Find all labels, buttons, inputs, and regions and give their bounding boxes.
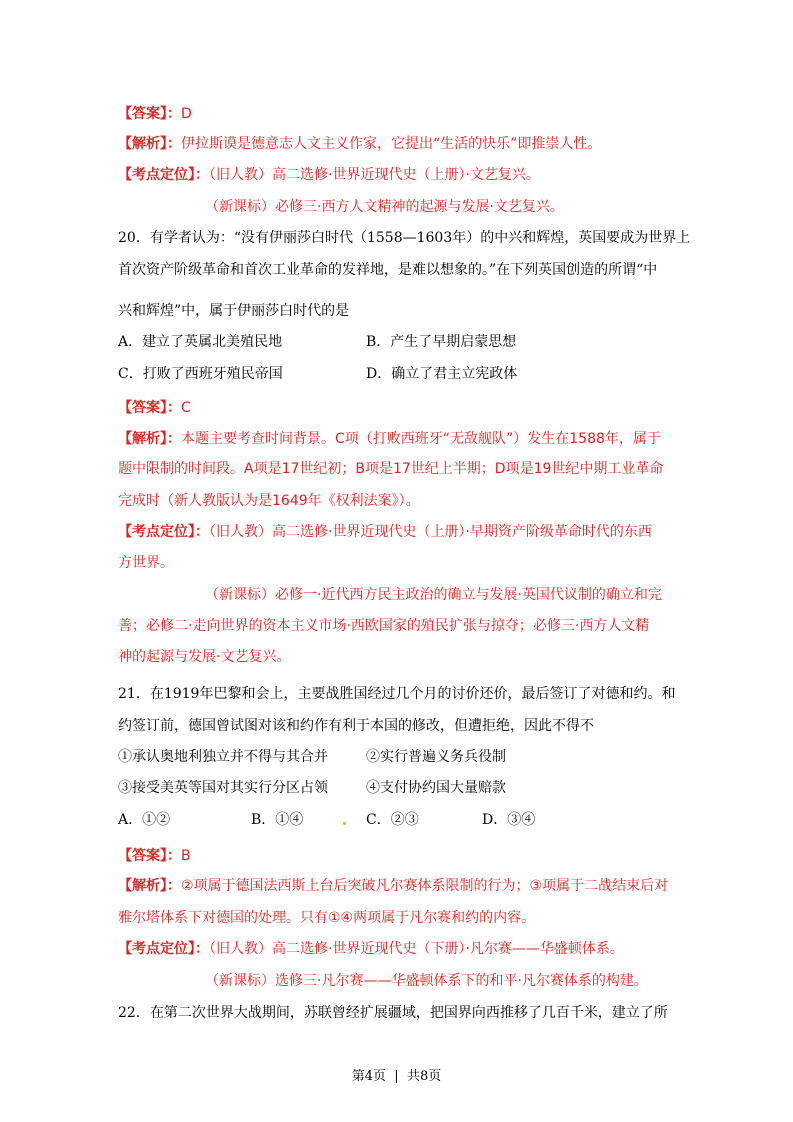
answer-tag: 【答案】： [118,400,181,416]
q20-option-c: C．打败了西班牙殖民帝国 [118,366,283,382]
q20-knowledge-new-line1: （新课标）必修一·近代西方民主政治的确立与发展·英国代议制的确立和完 [205,587,662,603]
q20-analysis-line3: 完成时（新人教版认为是1649年《权利法案》）。 [118,493,420,509]
q20-option-a: A．建立了英属北美殖民地 [118,334,283,350]
analysis-text: 伊拉斯谟是德意志人文主义作家，它提出“生活的快乐”即推崇人性。 [181,136,602,152]
q19-answer [118,104,192,124]
answer-tag: 【答案】： [118,106,181,122]
q21-item-1: ①承认奥地利独立并不得与其合并 [118,749,328,765]
knowledge-tag: 【考点定位】： [118,524,209,540]
q21-option-a: A．①② [118,812,171,828]
q21-stem-line2: 约签订前，德国曾试图对该和约作有利于本国的修改，但遭拒绝，因此不得不 [118,718,594,734]
q21-analysis-line1 [118,876,668,896]
q20-answer [118,398,191,418]
knowledge-text-old: （旧人教）高二选修·世界近现代史（下册）·凡尔赛——华盛顿体系。 [209,941,624,957]
page-footer: 第4页 | 共8页 [351,1069,442,1084]
q22-stem-line1: 22．在第二次世界大战期间，苏联曾经扩展疆域，把国界向西推移了几百千米，建立了所 [118,1005,668,1021]
q20-knowledge-new-line3: 神的起源与发展·文艺复兴。 [118,649,291,665]
q19-knowledge-old [118,165,540,185]
q21-knowledge-new: （新课标）选修三·凡尔赛——华盛顿体系下的和平·凡尔赛体系的构建。 [205,973,648,989]
knowledge-text-old: （旧人教）高二选修·世界近现代史（上册）·文艺复兴。 [209,167,540,183]
analysis-tag: 【解析】： [118,136,181,152]
answer-tag: 【答案】： [118,848,181,864]
q21-analysis-line2: 雅尔塔体系下对德国的处理。只有①④两项属于凡尔赛和约的内容。 [118,910,536,926]
q21-item-4: ④支付协约国大量赔款 [366,780,506,796]
q21-option-c: C．②③ [366,812,419,828]
q21-option-d: D．③④ [482,812,536,828]
knowledge-text-old: （旧人教）高二选修·世界近现代史（上册）·早期资产阶级革命时代的东西 [209,524,652,540]
analysis-text: ②项属于德国法西斯上台后突破凡尔赛体系限制的行为；③项属于二战结束后对 [181,878,669,894]
q21-stem-line1: 21．在1919年巴黎和会上，主要战胜国经过几个月的讨价还价，最后签订了对德和约。和 [118,686,676,702]
q21-knowledge-old [118,939,624,959]
q20-option-b: B．产生了早期启蒙思想 [366,334,517,350]
q20-knowledge-old-line1 [118,522,652,542]
knowledge-tag: 【考点定位】： [118,167,209,183]
q21-item-2: ②实行普遍义务兵役制 [366,749,506,765]
analysis-tag: 【解析】： [118,431,181,447]
q20-analysis-line1 [118,429,661,449]
q21-answer [118,846,191,866]
knowledge-tag: 【考点定位】： [118,941,209,957]
q20-analysis-line2: 题中限制的时间段。A项是17世纪初；B项是17世纪上半期；D项是19世纪中期工业革命 [118,461,664,477]
q20-knowledge-new-line2: 善；必修二·走向世界的资本主义市场·西欧国家的殖民扩张与掠夺；必修三·西方人文精 [118,618,650,634]
q20-stem-line1: 20．有学者认为：“没有伊丽莎白时代（1558—1603年）的中兴和辉煌，英国要成为世界上 [118,230,691,246]
analysis-text: 本题主要考查时间背景。C项（打败西班牙“无敌舰队”）发生在1588年，属于 [181,431,661,447]
q21-item-3: ③接受美英等国对其实行分区占领 [118,780,328,796]
q20-option-d: D．确立了君主立宪政体 [366,366,518,382]
q19-knowledge-new: （新课标）必修三·西方人文精神的起源与发展·文艺复兴。 [205,199,564,215]
analysis-tag: 【解析】： [118,878,181,894]
q20-stem-line3: 兴和辉煌”中，属于伊丽莎白时代的是 [118,303,350,319]
answer-value: D [181,106,192,122]
q21-option-b: B．①④ [251,812,304,828]
answer-value: B [181,848,191,864]
q19-analysis [118,134,601,154]
q20-stem-line2: 首次资产阶级革命和首次工业革命的发祥地，是难以想象的。”在下列英国创造的所谓“中 [118,262,658,278]
stray-dot-mark [343,822,346,825]
answer-value: C [181,400,191,416]
q20-knowledge-old-line2: 方世界。 [118,555,174,571]
